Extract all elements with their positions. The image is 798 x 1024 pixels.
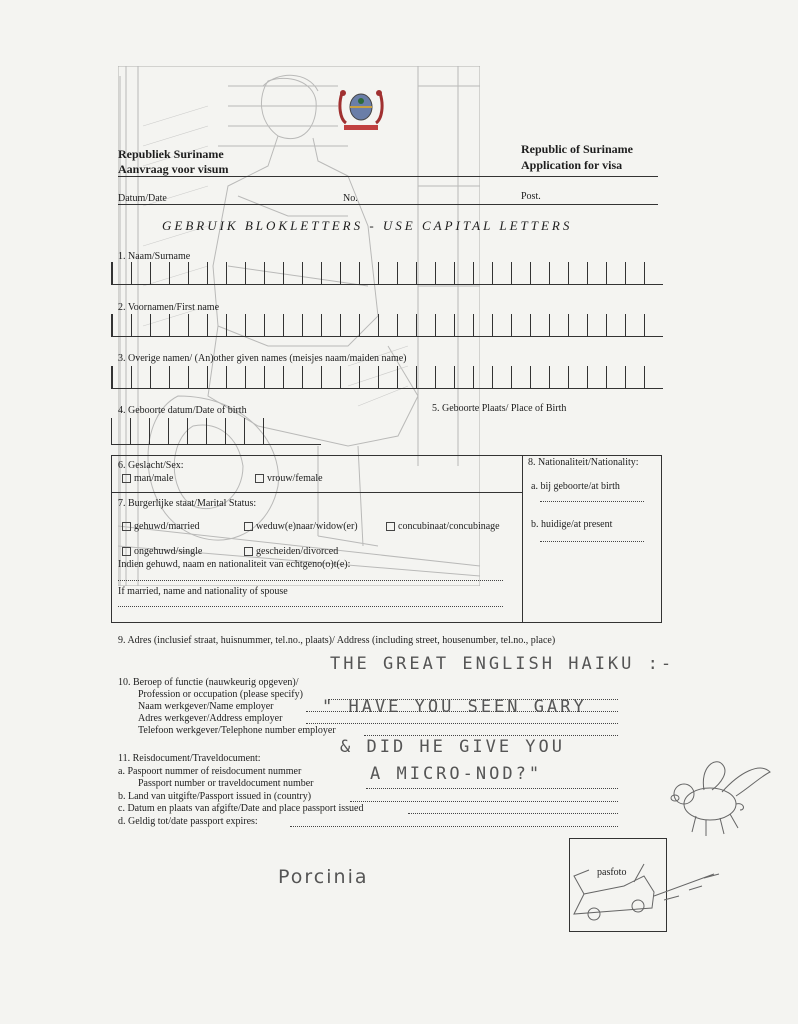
passport-number-line[interactable] (366, 788, 618, 789)
passport-number-label-en: Passport number or traveldocument number (138, 778, 314, 789)
checkbox-icon (122, 547, 131, 556)
married-label: gehuwd/married (134, 521, 200, 532)
widow-label: weduw(e)naar/widow(er) (256, 521, 358, 532)
employer-phone-line[interactable] (364, 735, 618, 736)
passport-number-label-nl: a. Paspoort nummer of reisdocument nummer (118, 766, 302, 777)
expiry-label: d. Geldig tot/date passport expires: (118, 816, 258, 827)
dob-box-3 (168, 418, 169, 444)
address-label: 9. Adres (inclusief straat, huisnummer, tel.no., plaats)/ Address (including street, housenumber, tel.no., place) (118, 635, 556, 646)
dob-box-1 (130, 418, 131, 444)
surname-boxes[interactable] (111, 262, 663, 285)
checkbox-icon (255, 474, 264, 483)
section-left-border (111, 455, 112, 623)
dob-box-6 (225, 418, 226, 444)
date-label: Datum/Date (118, 193, 167, 204)
sex-female-option[interactable] (255, 473, 323, 484)
issue-date-place-label: c. Datum en plaats van afgifte/Date and place passport issued (118, 803, 364, 814)
checkbox-icon (244, 547, 253, 556)
expiry-line[interactable] (290, 826, 618, 827)
employer-address-line[interactable] (306, 723, 618, 724)
spouse-line-1[interactable] (118, 580, 503, 581)
spouse-label-en: If married, name and nationality of spouse (118, 586, 288, 597)
issued-country-label: b. Land van uitgifte/Passport issued in (country) (118, 791, 312, 802)
spouse-label-nl: Indien gehuwd, naam en nationaliteit van echtgeno(o)t(e): (118, 559, 351, 570)
first-name-boxes[interactable] (111, 314, 663, 337)
checkbox-icon (386, 522, 395, 531)
surname-label: 1. Naam/Surname (118, 251, 191, 262)
header-title-nl: Aanvraag voor visum (118, 162, 229, 176)
suriname-coat-of-arms-icon (336, 85, 386, 133)
car-doodle (554, 856, 724, 926)
checkbox-icon (122, 474, 131, 483)
header-country-en: Republic of Suriname (521, 142, 634, 156)
concubinage-option[interactable] (386, 521, 500, 532)
nationality-label: 8. Nationaliteit/Nationality: (528, 457, 639, 468)
handwritten-line-4: A MICRO-NOD?" (370, 764, 543, 784)
post-label: Post. (521, 191, 541, 202)
dob-box-8 (263, 418, 264, 444)
married-option[interactable] (122, 521, 200, 532)
employer-address-label: Adres werkgever/Address employer (138, 713, 283, 724)
issued-country-line[interactable] (350, 801, 618, 802)
date-of-birth-label: 4. Geboorte datum/Date of birth (118, 405, 247, 416)
marital-status-label: 7. Burgerlijke staat/Marital Status: (118, 498, 257, 509)
other-names-label: 3. Overige namen/ (An)other given names (meisjes naam/maiden name) (118, 353, 407, 364)
spouse-line-2[interactable] (118, 606, 503, 607)
widow-option[interactable] (244, 521, 358, 532)
employer-phone-label: Telefoon werkgever/Telephone number employer (138, 725, 336, 736)
handwritten-line-2: " HAVE YOU SEEN GARY (322, 697, 587, 717)
place-of-birth-label: 5. Geboorte Plaats/ Place of Birth (432, 403, 567, 414)
dob-box-7 (244, 418, 245, 444)
dob-box-4 (187, 418, 188, 444)
concubinage-label: concubinaat/concubinage (398, 521, 500, 532)
header-title-en: Application for visa (521, 158, 623, 172)
issue-date-place-line[interactable] (408, 813, 618, 814)
section-right-border (661, 455, 662, 623)
checkbox-icon (122, 522, 131, 531)
other-names-boxes[interactable] (111, 366, 663, 389)
header-rule (118, 176, 658, 177)
nationality-present-label: b. huidige/at present (531, 519, 613, 530)
dob-box-bottom (111, 444, 321, 445)
header-country-nl: Republiek Suriname (118, 147, 224, 161)
sex-male-option[interactable] (122, 473, 173, 484)
nationality-present-line[interactable] (540, 541, 644, 542)
number-label: No. (343, 193, 358, 204)
sex-label: 6. Geslacht/Sex: (118, 460, 184, 471)
dob-box-5 (206, 418, 207, 444)
divorced-option[interactable] (244, 546, 338, 557)
travel-document-label: 11. Reisdocument/Traveldocument: (118, 753, 261, 764)
section-6-top-rule (111, 455, 662, 456)
handwritten-line-3: & DID HE GIVE YOU (340, 737, 565, 757)
flying-pig-doodle (660, 752, 776, 848)
employer-name-label: Naam werkgever/Name employer (138, 701, 274, 712)
photo-label: pasfoto (597, 867, 627, 878)
handwritten-signature: Porcinia (278, 866, 369, 888)
divorced-label: gescheiden/divorced (256, 546, 339, 557)
nationality-birth-label: a. bij geboorte/at birth (531, 481, 620, 492)
dob-box-2 (149, 418, 150, 444)
single-option[interactable] (122, 546, 202, 557)
profession-label-nl: 10. Beroep of functie (nauwkeurig opgeven)/ (118, 677, 299, 688)
instruction-text: GEBRUIK BLOKLETTERS - USE CAPITAL LETTERS (162, 218, 573, 233)
section-divider (522, 455, 523, 623)
sex-female-label: vrouw/female (267, 473, 323, 484)
dob-box-left (111, 418, 112, 444)
single-label: ongehuwd/single (134, 546, 203, 557)
profession-label-en: Profession or occupation (please specify) (138, 689, 303, 700)
sex-male-label: man/male (134, 473, 174, 484)
section-6-7-rule (111, 492, 522, 493)
first-name-label: 2. Voornamen/First name (118, 302, 220, 313)
checkbox-icon (244, 522, 253, 531)
nationality-birth-line[interactable] (540, 501, 644, 502)
header-rule-2 (118, 204, 658, 205)
handwritten-line-1: THE GREAT ENGLISH HAIKU :- (330, 654, 675, 674)
section-bottom-rule (111, 622, 662, 623)
